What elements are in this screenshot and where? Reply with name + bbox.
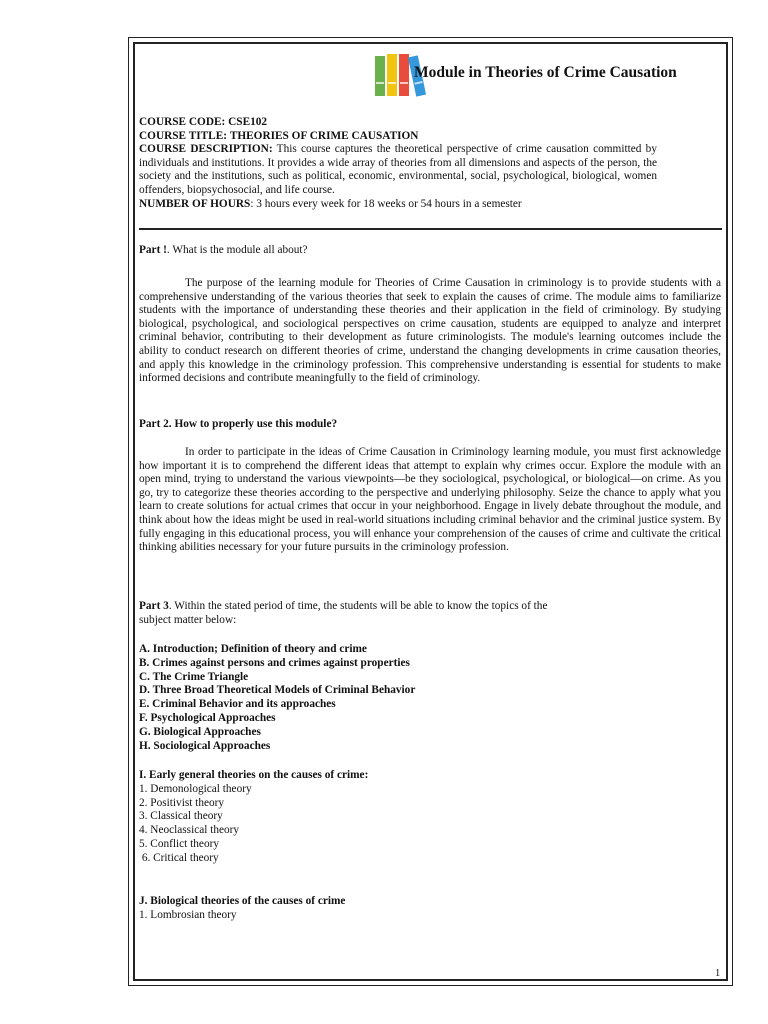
section-j-heading: J. Biological theories of the causes of crime (139, 895, 346, 907)
part1-body: The purpose of the learning module for Theories of Crime Causation in criminology is to provide students with a comprehensive understanding of the various theories that seek to explain the causes of crime. The module aims to familiarize students with the importance of understanding these theories and their application in the field of criminology. By studying biological, psychological, and sociological perspectives on crime causation, students are equipped to analyze and interpret criminal behavior, contributing to their development as future criminologists. The module's learning outcomes include the ability to conduct research on different theories of crime, understand the changing developments in crime causation theories, and apply this knowledge in the criminology profession. This comprehensive understanding is essential for students to make informed decisions and contribute meaningfully to the field of criminology. (139, 277, 721, 385)
number-of-hours-label: NUMBER OF HOURS (139, 197, 251, 210)
course-code-value: CSE102 (228, 116, 268, 128)
part1-question: . What is the module all about? (166, 244, 308, 256)
list-item: A. Introduction; Definition of theory and crime (139, 643, 367, 655)
list-item: 1. Demonological theory (139, 782, 252, 795)
course-info (139, 116, 721, 211)
list-item: D. Three Broad Theoretical Models of Criminal Behavior (139, 684, 416, 697)
list-item: 1. Lombrosian theory (139, 908, 237, 921)
part1-heading (139, 244, 721, 258)
part1-label: Part ! (139, 244, 167, 256)
course-description (139, 143, 721, 197)
part3-intro-line2: subject matter below: (139, 613, 237, 626)
number-of-hours-value: : 3 hours every week for 18 weeks or 54 hours in a semester (250, 197, 522, 210)
course-code (139, 116, 721, 130)
part3-label: Part 3 (139, 600, 169, 612)
section-i-heading: I. Early general theories on the causes of crime: (139, 769, 369, 781)
topics-list (139, 643, 721, 753)
part3-intro (139, 600, 721, 627)
list-item: H. Sociological Approaches (139, 739, 271, 752)
book-green (375, 56, 385, 96)
module-title: Module in Theories of Crime Causation (414, 64, 677, 81)
course-title (139, 130, 721, 144)
list-item: G. Biological Approaches (139, 725, 261, 738)
course-code-label: COURSE CODE: (139, 116, 226, 128)
part3-intro-line1 (139, 600, 721, 614)
page-number: 1 (715, 968, 721, 979)
section-i (139, 769, 721, 866)
course-title-value: THEORIES OF CRIME CAUSATION (229, 129, 419, 142)
course-description-value: This course captures the theoretical perspective of crime causation committed by individuals and institutions. It provides a wide array of theories from all dimensions and aspects of the person, the society and the institutions, such as political, economic, environmental, social, psychological, biological, women offenders, biopsychosocial, and life course. (139, 143, 657, 196)
list-item: 3. Classical theory (139, 810, 223, 823)
list-item: E. Criminal Behavior and its approaches (139, 698, 336, 711)
list-item: 4. Neoclassical theory (139, 824, 240, 837)
book-yellow (387, 54, 397, 96)
list-item: B. Crimes against persons and crimes against properties (139, 656, 410, 669)
number-of-hours (139, 198, 721, 212)
book-red (399, 54, 409, 96)
course-description-label: COURSE DESCRIPTION: (139, 143, 273, 156)
list-item: 2. Positivist theory (139, 796, 225, 809)
section-j (139, 895, 721, 923)
part2-body: In order to participate in the ideas of Crime Causation in Criminology learning module, you must first acknowledge how important it is to comprehend the different ideas that attempt to explain why crimes occur. Explore the module with an open mind, trying to understand the various viewpoints—be they sociological, psychological, or biological—on crime. As you go, try to categorize these theories according to the perspective and underlying philosophy. Seize the chance to apply what you learn to create solutions for actual crimes that occur in your neighborhood. Engage in lively debate throughout the module, and think about how the ideas might be used in real-world situations including criminal behavior and the criminal justice system. By fully engaging in this educational process, you will enhance your comprehension of the causes of crime and cultivate the critical thinking abilities necessary for your future pursuits in the criminology profession. (139, 446, 721, 554)
list-item: 5. Conflict theory (139, 837, 220, 850)
list-item: F. Psychological Approaches (139, 711, 276, 724)
course-title-label: COURSE TITLE: (139, 129, 227, 142)
section-divider (139, 228, 722, 230)
list-item: 6. Critical theory (139, 851, 219, 864)
list-item: C. The Crime Triangle (139, 670, 249, 683)
part3-intro-text: . Within the stated period of time, the students will be able to know the topics of the (168, 600, 548, 612)
part2-heading: Part 2. How to properly use this module? (139, 418, 338, 430)
